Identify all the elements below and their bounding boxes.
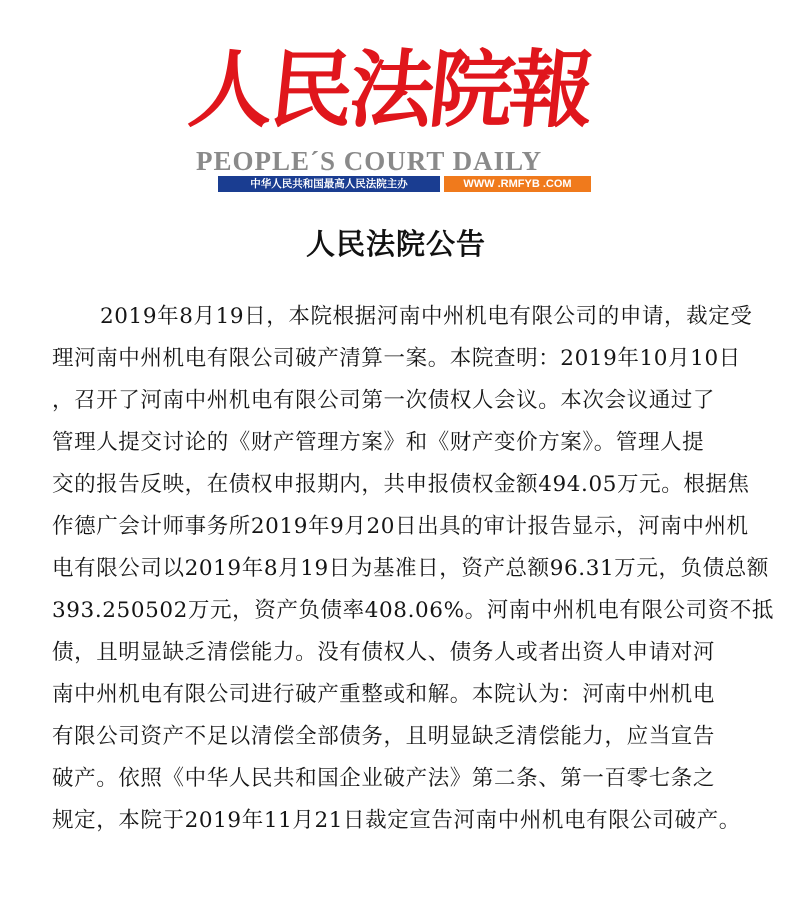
notice-line: 电有限公司以2019年8月19日为基准日，资产总额96.31万元，负债总额	[52, 556, 770, 581]
notice-line: 债，且明显缺乏清偿能力。没有债权人、债务人或者出资人申请对河	[52, 640, 716, 665]
notice-body	[52, 296, 775, 842]
masthead	[168, 30, 608, 198]
notice-line: 规定，本院于2019年11月21日裁定宣告河南中州机电有限公司破产。	[52, 808, 741, 833]
notice-line: 393.250502万元，资产负债率408.06%。河南中州机电有限公司资不抵	[52, 598, 775, 623]
masthead-logo-chinese: 人民法院報	[184, 40, 596, 139]
notice-line: 理河南中州机电有限公司破产清算一案。本院查明：2019年10月10日	[52, 346, 741, 371]
notice-line: 南中州机电有限公司进行破产重整或和解。本院认为：河南中州机电	[52, 682, 716, 707]
notice-line: 交的报告反映，在债权申报期内，共申报债权金额494.05万元。根据焦	[52, 472, 750, 497]
masthead-website-banner: WWW .RMFYB .COM	[444, 176, 591, 192]
notice-line: 作德广会计师事务所2019年9月20日出具的审计报告显示，河南中州机	[52, 514, 749, 539]
notice-line: 管理人提交讨论的《财产管理方案》和《财产变价方案》。管理人提	[52, 430, 705, 455]
notice-title: 人民法院公告	[305, 227, 486, 261]
masthead-logo-english: PEOPLE´S COURT DAILY	[196, 146, 543, 176]
notice-line: 2019年8月19日，本院根据河南中州机电有限公司的申请，裁定受	[100, 304, 753, 329]
masthead-sponsor-banner: 中华人民共和国最高人民法院主办	[218, 176, 440, 192]
notice-line: 破产。依照《中华人民共和国企业破产法》第二条、第一百零七条之	[52, 766, 716, 791]
notice-line: ，召开了河南中州机电有限公司第一次债权人会议。本次会议通过了	[52, 388, 716, 413]
notice-line: 有限公司资产不足以清偿全部债务，且明显缺乏清偿能力，应当宣告	[52, 724, 716, 749]
